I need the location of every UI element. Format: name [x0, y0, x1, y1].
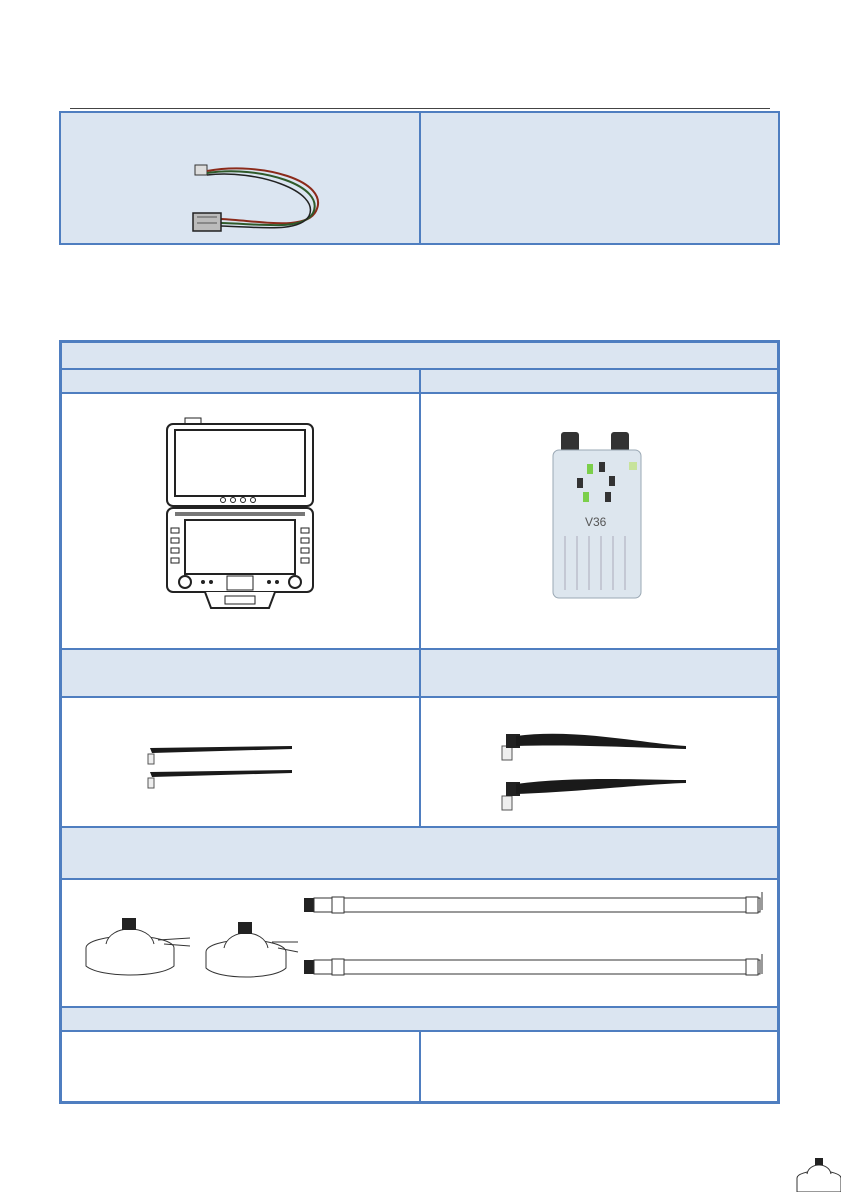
equipment-table — [59, 340, 780, 1104]
long-antenna-icon — [496, 706, 696, 816]
device-model-label: V36 — [585, 515, 607, 529]
col1-header — [61, 369, 420, 393]
header-rule — [70, 108, 770, 109]
col2-header — [420, 369, 778, 393]
cable-table — [59, 111, 780, 245]
mushroom-antenna-icon — [80, 906, 190, 986]
table-title-row — [61, 342, 778, 369]
footer-header-row — [61, 1007, 778, 1031]
footer-left-cell — [61, 1031, 420, 1102]
cable-image-cell — [61, 113, 421, 243]
device-right-cell — [420, 393, 778, 649]
mushroom-antenna-icon — [202, 906, 302, 986]
caption-left-cell — [61, 649, 420, 697]
section-full-caption-cell — [61, 827, 778, 879]
whip-antenna-icon — [142, 738, 302, 798]
ground-control-station-icon — [165, 416, 315, 612]
video-transmitter-icon — [549, 432, 649, 602]
rod-antenna-cell — [61, 879, 778, 1007]
antenna-left-cell — [61, 697, 420, 827]
caption-right-cell — [420, 649, 778, 697]
corner-antenna-icon — [789, 1152, 841, 1192]
cable-connector-icon — [181, 161, 331, 251]
rod-antenna-icon — [302, 890, 772, 980]
footer-right-cell — [420, 1031, 778, 1102]
antenna-right-cell — [420, 697, 778, 827]
device-left-cell — [61, 393, 420, 649]
